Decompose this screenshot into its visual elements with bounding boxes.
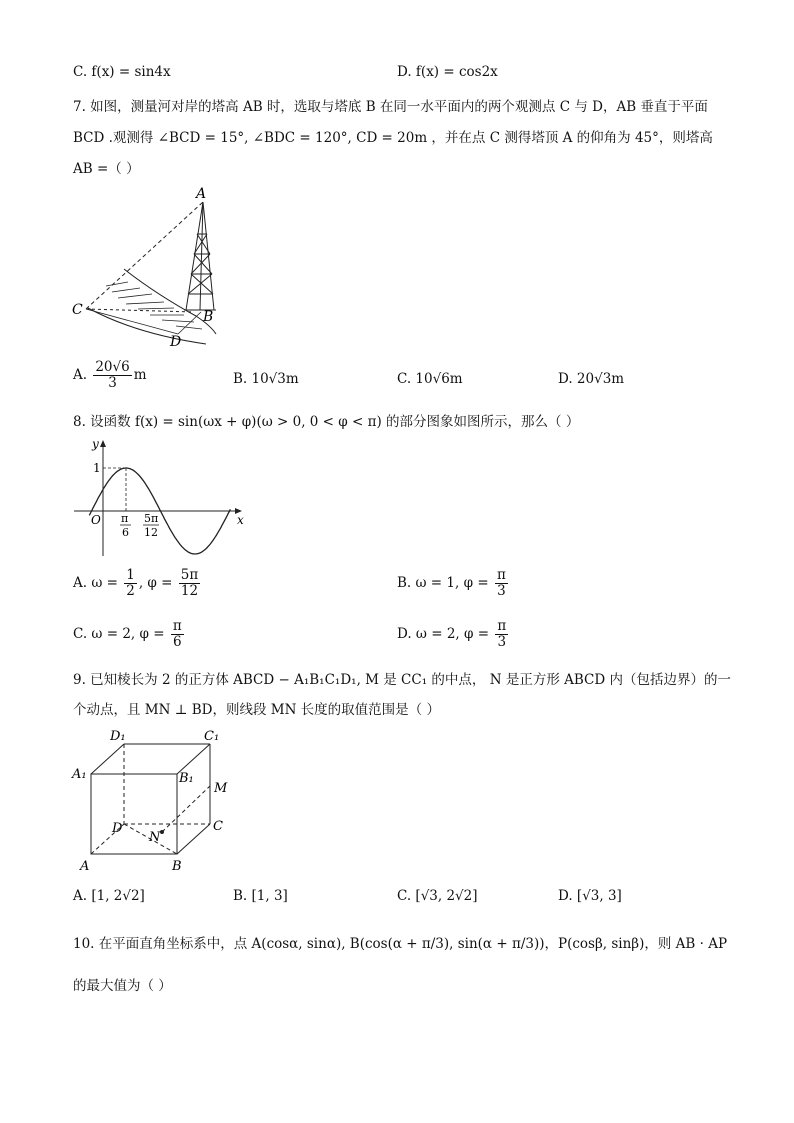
q7-option-d: D. 20√3m xyxy=(558,371,625,387)
q9-stem-line-1: 9. 已知棱长为 2 的正方体 ABCD − A₁B₁C₁D₁, M 是 CC₁ 的中点， N 是正方形 ABCD 内（包括边界）的一 xyxy=(73,672,731,688)
q8-option-d xyxy=(397,619,510,650)
q8-option-b xyxy=(397,568,510,599)
q9-label-a1: A₁ xyxy=(72,767,87,782)
q8-option-c-prefix: C. ω = 2, φ = xyxy=(73,626,165,642)
q6-option-d: D. f(x) = cos2x xyxy=(397,64,498,80)
q8-stem: 8. 设函数 f(x) = sin(ωx + φ)(ω > 0, 0 < φ < π) 的部分图象如图所示，那么（ ） xyxy=(73,414,580,430)
q7-option-a-prefix: A. xyxy=(73,367,88,383)
q8-option-a-phi-den: 12 xyxy=(180,583,199,599)
q8-option-b-phi-num: π xyxy=(496,567,506,583)
q7-tower-figure xyxy=(66,184,226,350)
q7-stem-line-1: 7. 如图，测量河对岸的塔高 AB 时，选取与塔底 B 在同一水平面内的两个观测点 C 与 D，AB 垂直于平面 xyxy=(73,99,708,115)
q8-option-c-phi-den: 6 xyxy=(173,634,182,650)
q8-option-b-phi xyxy=(495,568,508,599)
q8-option-c xyxy=(73,619,186,650)
q9-option-a: A. [1, 2√2] xyxy=(73,888,145,904)
q8-option-a-omega-num: 1 xyxy=(126,567,135,583)
q9-cube-figure xyxy=(70,724,240,874)
q8-option-a-prefix: A. ω = xyxy=(73,575,118,591)
q8-option-d-phi xyxy=(495,619,508,650)
q7-option-b: B. 10√3m xyxy=(233,371,299,387)
q8-option-a xyxy=(73,568,202,599)
q7-stem-line-2: BCD .观测得 ∠BCD = 15°, ∠BDC = 120°, CD = 20m ，并在点 C 测得塔顶 A 的仰角为 45°，则塔高 xyxy=(73,130,713,146)
q8-tick2-den: 12 xyxy=(144,526,158,539)
q8-option-d-phi-den: 3 xyxy=(497,634,507,650)
q8-sine-graph xyxy=(70,436,250,560)
q9-label-m: M xyxy=(214,781,228,796)
q8-option-c-phi xyxy=(171,619,184,650)
q9-label-b1: B₁ xyxy=(179,771,194,786)
q7-option-a-denominator: 3 xyxy=(108,375,117,391)
q7-option-a-fraction xyxy=(93,360,131,391)
q9-label-c: C xyxy=(213,819,223,834)
q7-label-d: D xyxy=(170,334,182,350)
q7-option-c: C. 10√6m xyxy=(397,371,463,387)
q9-option-b: B. [1, 3] xyxy=(233,888,288,904)
q8-option-c-phi-num: π xyxy=(172,618,182,634)
q7-option-a-unit: m xyxy=(133,367,147,383)
q8-option-d-prefix: D. ω = 2, φ = xyxy=(397,626,490,642)
q9-label-d: D xyxy=(112,821,123,836)
q8-option-a-omega-den: 2 xyxy=(126,583,135,599)
q7-stem-line-3: AB =（ ） xyxy=(73,161,140,177)
q8-y-label: y xyxy=(92,437,99,451)
q10-stem-line-2: 的最大值为（ ） xyxy=(73,978,172,994)
q8-option-a-phi-num: 5π xyxy=(180,567,199,583)
q10-stem-line-1: 10. 在平面直角坐标系中，点 A(cosα, sinα), B(cos(α + π/3), sin(α + π/3))，P(cosβ, sinβ)，则 AB · AP xyxy=(73,936,728,952)
q9-label-d1: D₁ xyxy=(110,729,126,744)
q8-option-a-phi xyxy=(179,568,200,599)
q8-option-a-mid: , φ = xyxy=(138,575,173,591)
q9-stem-line-2: 个动点，且 MN ⊥ BD，则线段 MN 长度的取值范围是（ ） xyxy=(73,702,440,718)
q9-option-c: C. [√3, 2√2] xyxy=(397,888,478,904)
q8-tick2-num: 5π xyxy=(144,512,159,525)
q8-tick1-den: 6 xyxy=(122,526,129,539)
q8-origin-label: O xyxy=(91,513,101,527)
q7-option-a xyxy=(73,360,147,391)
q9-label-c1: C₁ xyxy=(204,729,220,744)
q9-label-a: A xyxy=(80,859,90,874)
q9-option-d: D. [√3, 3] xyxy=(558,888,622,904)
q9-label-b: B xyxy=(172,859,182,874)
q8-option-b-phi-den: 3 xyxy=(497,583,506,599)
q8-tick1-num: π xyxy=(121,512,129,525)
q7-option-a-numerator: 20√6 xyxy=(95,359,130,375)
q8-option-d-phi-num: π xyxy=(497,618,507,634)
q9-label-n: N xyxy=(149,830,161,845)
q7-label-b: B xyxy=(203,309,214,325)
q6-option-c: C. f(x) = sin4x xyxy=(73,64,171,80)
q8-option-b-prefix: B. ω = 1, φ = xyxy=(397,575,489,591)
q7-label-a: A xyxy=(196,186,207,202)
q8-x-label: x xyxy=(237,513,244,527)
q8-one-label: 1 xyxy=(93,461,101,475)
q8-option-a-omega xyxy=(124,568,137,599)
q7-label-c: C xyxy=(72,302,83,318)
